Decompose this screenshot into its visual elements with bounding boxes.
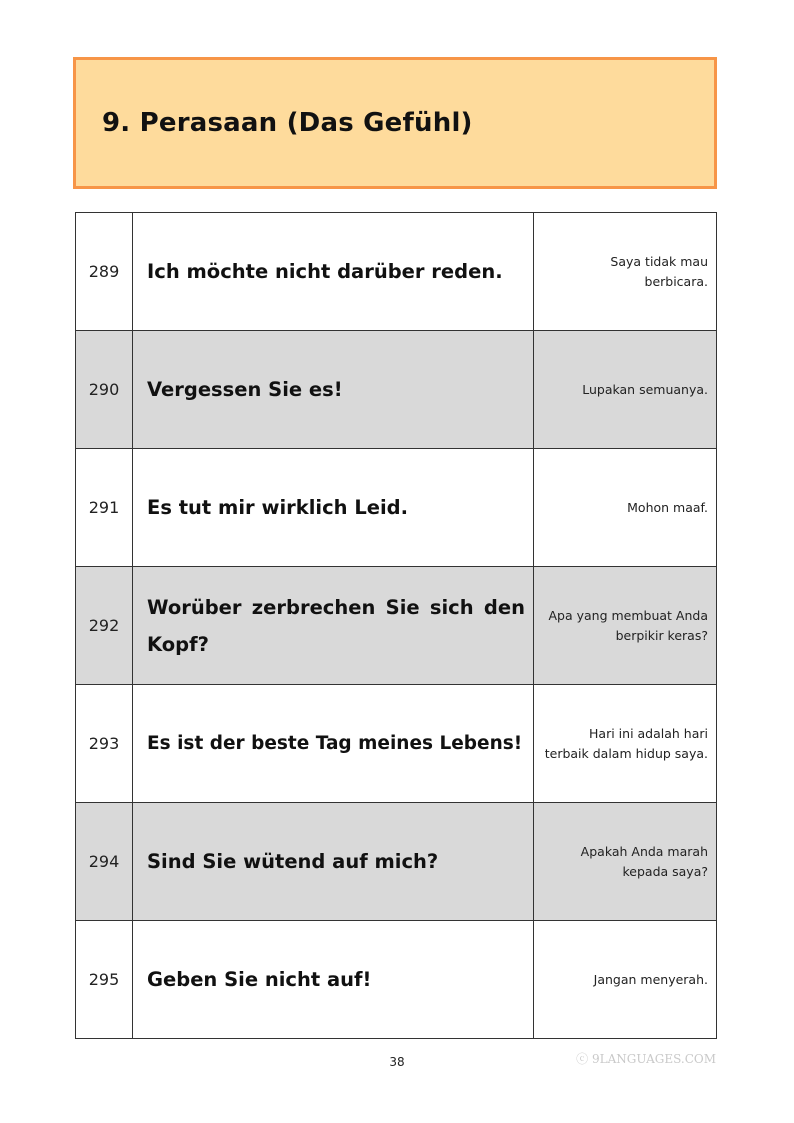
indonesian-translation: Lupakan semuanya. <box>534 331 717 449</box>
table-row <box>76 213 717 331</box>
phrase-number: 294 <box>76 803 133 921</box>
table-row <box>76 449 717 567</box>
german-phrase: Es tut mir wirklich Leid. <box>133 449 534 567</box>
phrase-number: 293 <box>76 685 133 803</box>
german-phrase: Sind Sie wütend auf mich? <box>133 803 534 921</box>
german-phrase: Geben Sie nicht auf! <box>133 921 534 1039</box>
table-row <box>76 803 717 921</box>
indonesian-translation: Apakah Anda marah kepada saya? <box>534 803 717 921</box>
german-phrase: Vergessen Sie es! <box>133 331 534 449</box>
page-number: 38 <box>389 1055 405 1069</box>
phrase-number: 295 <box>76 921 133 1039</box>
phrase-table <box>75 212 717 1039</box>
table-row <box>76 331 717 449</box>
chapter-title-box <box>73 57 717 189</box>
indonesian-translation: Apa yang membuat Anda berpikir keras? <box>534 567 717 685</box>
german-phrase: Ich möchte nicht darüber reden. <box>133 213 534 331</box>
phrase-number: 290 <box>76 331 133 449</box>
table-row <box>76 685 717 803</box>
phrase-number: 289 <box>76 213 133 331</box>
phrase-number: 291 <box>76 449 133 567</box>
german-phrase: Es ist der beste Tag meines Lebens! <box>133 685 534 803</box>
indonesian-translation: Saya tidak mau berbicara. <box>534 213 717 331</box>
indonesian-translation: Mohon maaf. <box>534 449 717 567</box>
german-phrase: Worüber zerbrechen Sie sich den Kopf? <box>133 567 534 685</box>
indonesian-translation: Jangan menyerah. <box>534 921 717 1039</box>
table-row <box>76 921 717 1039</box>
phrase-number: 292 <box>76 567 133 685</box>
indonesian-translation: Hari ini adalah hari terbaik dalam hidup saya. <box>534 685 717 803</box>
table-row <box>76 567 717 685</box>
copyright-notice: ⓒ 9LANGUAGES.COM <box>576 1052 716 1066</box>
chapter-title: 9. Perasaan (Das Gefühl) <box>102 108 473 138</box>
